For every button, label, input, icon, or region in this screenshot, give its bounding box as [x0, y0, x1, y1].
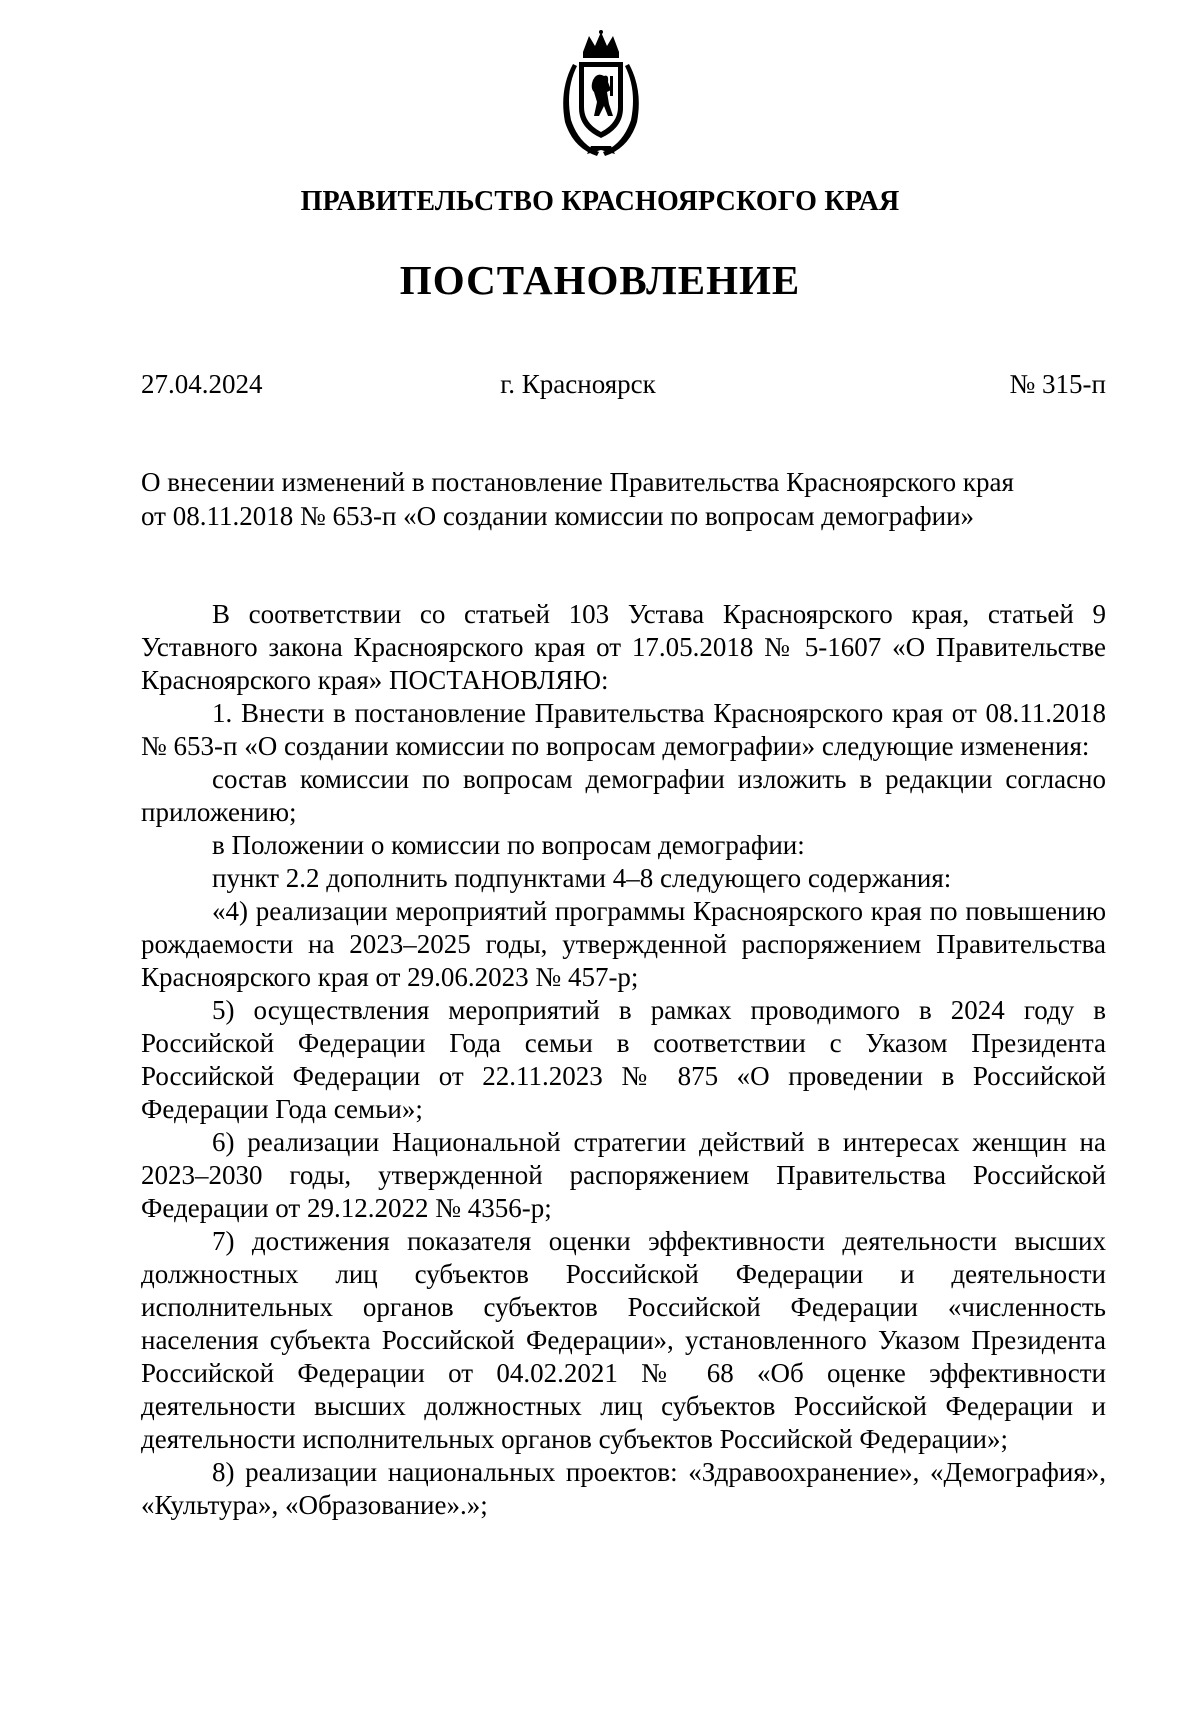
document-date: 27.04.2024: [141, 369, 263, 399]
organization-name: ПРАВИТЕЛЬСТВО КРАСНОЯРСКОГО КРАЯ: [300, 186, 900, 217]
body-paragraph: 1. Внести в постановление Правительства Красноярского края от 08.11.2018 № 653-п «О создании комиссии по вопросам демографии» следующие изменения:: [141, 698, 1106, 761]
body-paragraph: 6) реализации Национальной стратегии действий в интересах женщин на 2023–2030 годы, утвержденной распоряжением Правительства Российской Федерации от 29.12.2022 № 4356-р;: [141, 1127, 1106, 1223]
document-title-line: от 08.11.2018 № 653-п «О создании комиссии по вопросам демографии»: [141, 501, 975, 531]
document-body: [141, 598, 1106, 1522]
body-paragraph: 7) достижения показателя оценки эффективности деятельности высших должностных лиц субъектов Российской Федерации и деятельности исполнительных органов субъектов Российской Федерации «численность населения субъекта Российской Федерации», установленного Указом Президента Российской Федерации от 04.02.2021 № 68 «Об оценке эффективности деятельности высших должностных лиц субъектов Российской Федерации и деятельности исполнительных органов субъектов Российской Федерации»;: [141, 1226, 1106, 1454]
body-paragraph: В соответствии со статьей 103 Устава Красноярского края, статьей 9 Уставного закона Красноярского края от 17.05.2018 № 5-1607 «О Правительстве Красноярского края» ПОСТАНОВЛЯЮ:: [141, 599, 1106, 695]
document-number: № 315-п: [1009, 369, 1106, 399]
document-city: г. Красноярск: [500, 369, 656, 399]
coat-of-arms-icon: [561, 30, 641, 158]
body-paragraph: пункт 2.2 дополнить подпунктами 4–8 следующего содержания:: [212, 863, 952, 893]
body-paragraph: состав комиссии по вопросам демографии изложить в редакции согласно приложению;: [141, 764, 1106, 827]
document-title-line: О внесении изменений в постановление Правительства Красноярского края: [141, 467, 1014, 497]
body-paragraph: «4) реализации мероприятий программы Красноярского края по повышению рождаемости на 2023–2025 годы, утвержденной распоряжением Правительства Красноярского края от 29.06.2023 № 457-р;: [141, 896, 1106, 992]
body-paragraph: 5) осуществления мероприятий в рамках проводимого в 2024 году в Российской Федерации Года семьи в соответствии с Указом Президента Российской Федерации от 22.11.2023 № 875 «О проведении в Российской Федерации Года семьи»;: [141, 995, 1106, 1124]
document-type: ПОСТАНОВЛЕНИЕ: [399, 257, 801, 303]
body-paragraph: в Положении о комиссии по вопросам демографии:: [212, 830, 805, 860]
body-paragraph: 8) реализации национальных проектов: «Здравоохранение», «Демография», «Культура», «Образование».»;: [141, 1457, 1106, 1520]
document-title: [141, 465, 1106, 533]
